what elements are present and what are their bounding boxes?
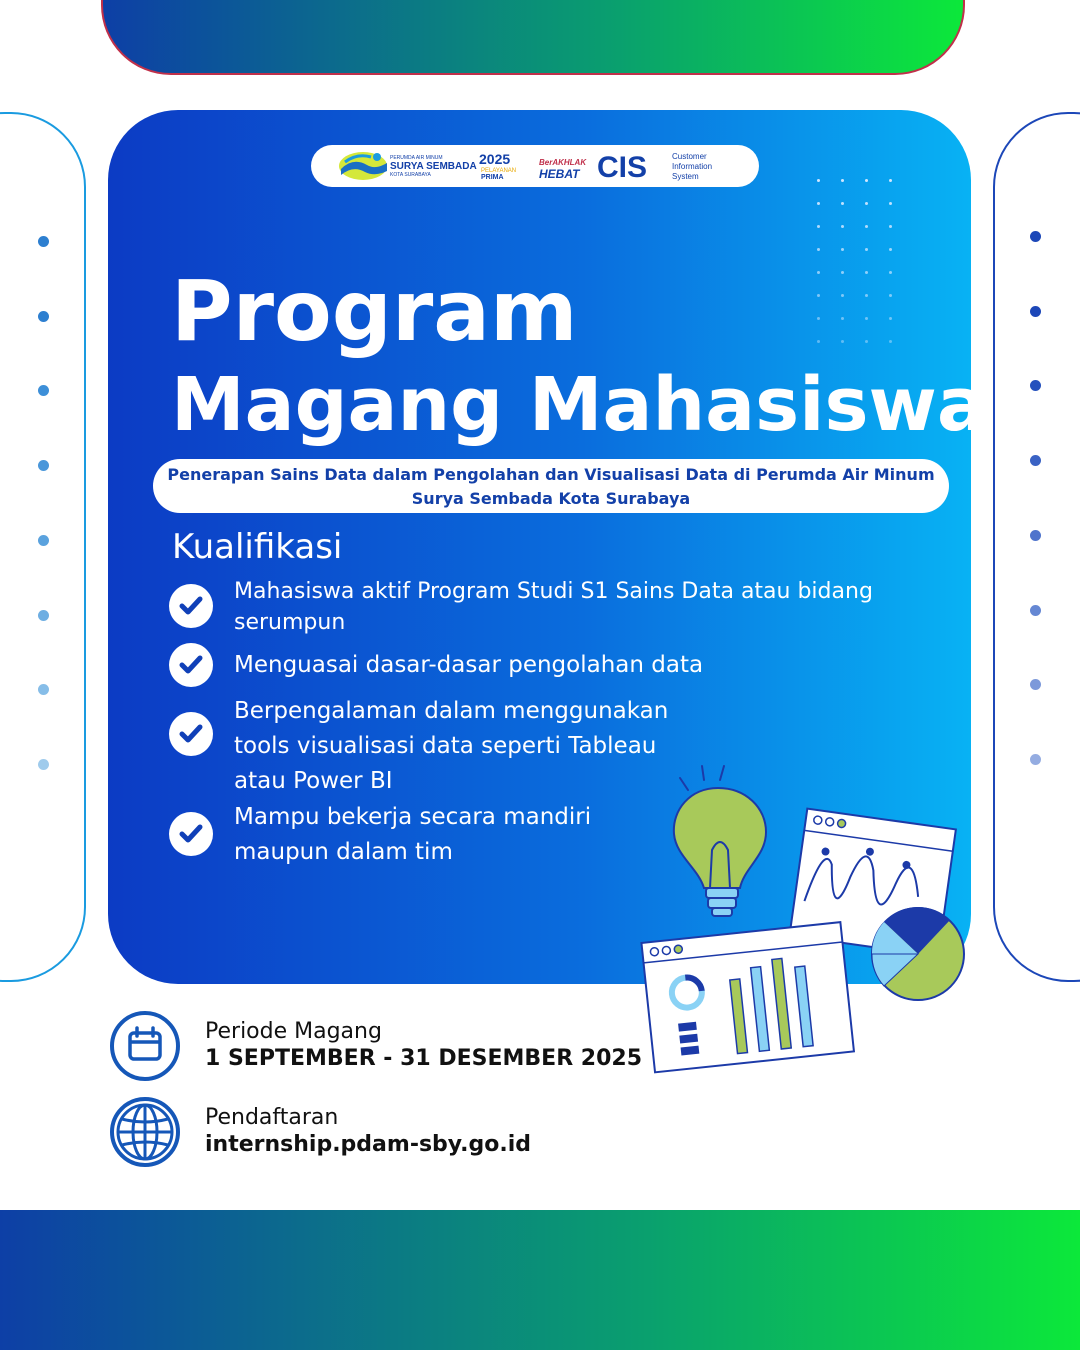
- bulb-rays: [680, 766, 724, 790]
- pie-chart-icon: [872, 907, 964, 1000]
- side-dot: [38, 759, 49, 770]
- qualification-item-3-line-2: tools visualisasi data seperti Tableau: [234, 733, 657, 759]
- grid-dot: [817, 202, 820, 205]
- decorative-dot-grid: [817, 179, 897, 344]
- logo-bar: [311, 145, 759, 187]
- prima-text: PRIMA: [481, 174, 504, 181]
- cis-line1-text: Customer: [672, 152, 707, 161]
- grid-dot: [865, 271, 868, 274]
- grid-dot: [841, 179, 844, 182]
- grid-dot: [841, 225, 844, 228]
- grid-dot: [865, 294, 868, 297]
- qualification-item-4: [234, 800, 654, 870]
- title-line-2: Magang Mahasiswa: [171, 362, 987, 448]
- grid-dot: [841, 317, 844, 320]
- hebat-text: HEBAT: [539, 167, 580, 181]
- partner-logos: [311, 145, 759, 187]
- right-side-frame: [993, 112, 1080, 982]
- globe-icon: [110, 1097, 180, 1167]
- side-dot: [1030, 231, 1041, 242]
- grid-dot: [817, 271, 820, 274]
- qualification-item-3-line-1: Berpengalaman dalam menggunakan: [234, 698, 669, 724]
- brand-city-text: KOTA SURABAYA: [390, 172, 431, 178]
- grid-dot: [841, 294, 844, 297]
- cis-text: CIS: [597, 151, 648, 184]
- qualification-item-3-line-3: atau Power BI: [234, 768, 393, 794]
- grid-dot: [889, 202, 892, 205]
- year-text: 2025: [479, 151, 511, 167]
- grid-dot: [865, 225, 868, 228]
- registration-link[interactable]: internship.pdam-sby.go.id: [205, 1132, 531, 1157]
- grid-dot: [817, 340, 820, 343]
- grid-dot: [889, 317, 892, 320]
- cis-line3-text: System: [672, 172, 699, 181]
- side-dot: [1030, 754, 1041, 765]
- grid-dot: [865, 317, 868, 320]
- bar-chart-window: [641, 922, 853, 1072]
- lightbulb-icon: [674, 788, 766, 916]
- grid-dot: [889, 179, 892, 182]
- grid-dot: [841, 202, 844, 205]
- side-dot: [38, 236, 49, 247]
- title-line-1: Program: [171, 262, 578, 360]
- qualification-item-1-line-2: serumpun: [234, 610, 346, 635]
- grid-dot: [889, 271, 892, 274]
- grid-dot: [817, 248, 820, 251]
- check-icon: [169, 584, 213, 628]
- side-dot: [1030, 530, 1041, 541]
- data-illustration: [640, 760, 970, 1080]
- grid-dot: [841, 248, 844, 251]
- subtitle-line-2: Surya Sembada Kota Surabaya: [411, 489, 691, 508]
- grid-dot: [889, 340, 892, 343]
- side-dot: [38, 535, 49, 546]
- berakhlak-text: BerAKHLAK: [539, 158, 587, 167]
- qualification-item-2: [234, 648, 914, 683]
- calendar-icon: [110, 1011, 180, 1081]
- check-icon: [169, 812, 213, 856]
- grid-dot: [841, 340, 844, 343]
- bottom-gradient-band: [0, 1210, 1080, 1350]
- grid-dot: [817, 179, 820, 182]
- grid-dot: [841, 271, 844, 274]
- qualification-item-1: [234, 576, 914, 638]
- subtitle-line-1: Penerapan Sains Data dalam Pengolahan dan Visualisasi Data di Perumda Air Minum: [167, 465, 935, 484]
- qualifications-heading: Kualifikasi: [172, 527, 343, 567]
- grid-dot: [865, 202, 868, 205]
- grid-dot: [817, 294, 820, 297]
- check-icon: [169, 712, 213, 756]
- brand-small-text: PERUMDA AIR MINUM: [390, 155, 443, 161]
- qualification-item-4-line-1: Mampu bekerja secara mandiri: [234, 804, 592, 830]
- qualification-item-1-line-1: Mahasiswa aktif Program Studi S1 Sains Data atau bidang: [234, 579, 873, 604]
- grid-dot: [865, 248, 868, 251]
- subtitle-pill: [153, 459, 949, 513]
- grid-dot: [865, 340, 868, 343]
- qualification-item-4-line-2: maupun dalam tim: [234, 839, 453, 865]
- check-icon: [169, 643, 213, 687]
- top-gradient-band: [101, 0, 965, 75]
- side-dot: [1030, 306, 1041, 317]
- registration-label: Pendaftaran: [205, 1105, 339, 1130]
- qualification-item-2-line-1: Menguasai dasar-dasar pengolahan data: [234, 652, 704, 678]
- grid-dot: [865, 179, 868, 182]
- grid-dot: [889, 294, 892, 297]
- grid-dot: [817, 225, 820, 228]
- side-dot: [38, 610, 49, 621]
- surya-sembada-logo: [339, 152, 387, 180]
- side-dot: [38, 311, 49, 322]
- side-dot: [1030, 605, 1041, 616]
- grid-dot: [889, 248, 892, 251]
- period-value: 1 SEPTEMBER - 31 DESEMBER 2025: [205, 1046, 643, 1071]
- brand-name-text: SURYA SEMBADA: [390, 161, 477, 172]
- grid-dot: [889, 225, 892, 228]
- period-label: Periode Magang: [205, 1019, 382, 1044]
- grid-dot: [817, 317, 820, 320]
- cis-line2-text: Information: [672, 162, 713, 171]
- pelayanan-text: PELAYANAN: [481, 168, 517, 174]
